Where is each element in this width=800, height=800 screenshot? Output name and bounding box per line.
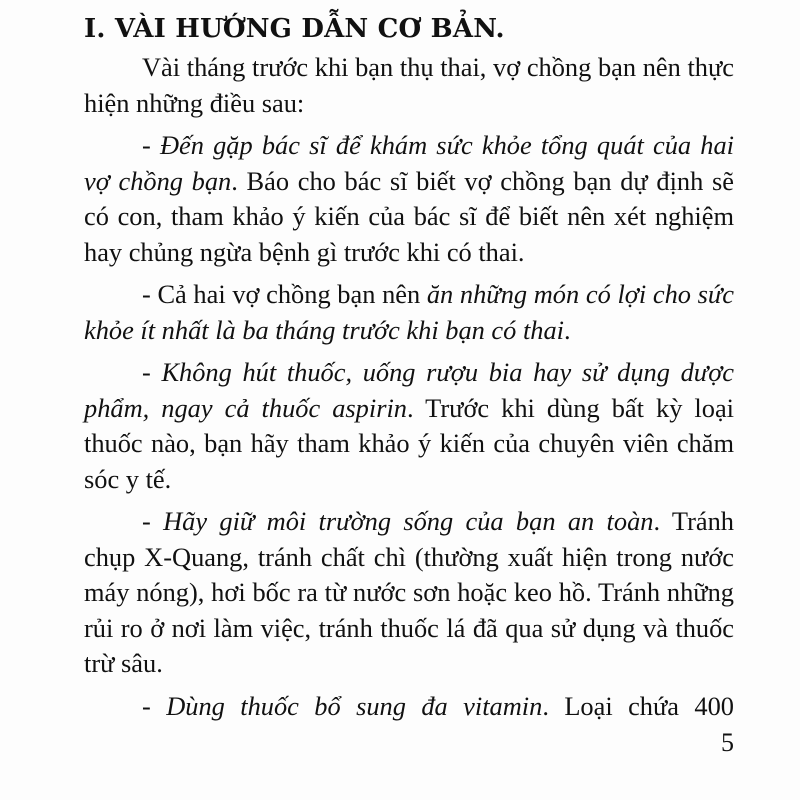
advice-item-prefix: -	[142, 506, 164, 536]
section-heading: I. VÀI HƯỚNG DẪN CƠ BẢN.	[84, 14, 505, 44]
advice-item-text: . Trước khi dùng bất kỳ loại thuốc nào, bạn hãy tham khảo ý kiến của chuyên viên chăm sóc y tế.	[84, 392, 734, 494]
advice-item-vitamins	[84, 689, 734, 725]
advice-item-prefix: -	[142, 357, 162, 387]
page-body	[84, 50, 734, 724]
advice-item-diet	[84, 277, 734, 348]
advice-item-text: . Tránh chụp X-Quang, tránh chất chì (thường xuất hiện trong nước máy nóng), hơi bốc ra từ nước sơn hoặc keo hồ. Tránh những rủi ro ở nơi làm việc, tránh thuốc lá đã qua sử dụng và thuốc trừ sâu.	[84, 506, 734, 678]
intro-paragraph: Vài tháng trước khi bạn thụ thai, vợ chồng bạn nên thực hiện những điều sau:	[84, 52, 734, 118]
advice-item-emphasis: Không hút thuốc, uống rượu bia hay sử dụng dược phẩm, ngay cả thuốc aspirin	[84, 357, 734, 423]
advice-item-prefix: -	[142, 130, 160, 160]
advice-item-checkup	[84, 128, 734, 270]
page-number: 5	[721, 728, 734, 757]
advice-item-text: . Báo cho bác sĩ biết vợ chồng bạn dự định sẽ có con, tham khảo ý kiến của bác sĩ để biết nên xét nghiệm hay chủng ngừa bệnh gì trước khi có thai.	[84, 165, 734, 267]
advice-item-prefix: -	[142, 690, 167, 721]
advice-item-emphasis: Hãy giữ môi trường sống của bạn an toàn	[163, 506, 654, 536]
advice-item-emphasis: Đến gặp bác sĩ để khám sức khỏe tổng quát của hai vợ chồng bạn	[84, 130, 735, 196]
advice-item-no-smoking	[84, 355, 734, 497]
advice-item-prefix: - Cả hai vợ chồng bạn nên	[142, 279, 427, 309]
advice-item-emphasis: ăn những món có lợi cho sức khỏe ít nhất là ba tháng trước khi bạn có thai	[84, 279, 734, 345]
advice-item-text: . Loại chứa 400	[542, 690, 735, 721]
advice-item-safe-environment	[84, 504, 734, 682]
advice-item-text: .	[564, 314, 571, 345]
advice-item-emphasis: Dùng thuốc bổ sung đa vitamin	[166, 690, 543, 721]
